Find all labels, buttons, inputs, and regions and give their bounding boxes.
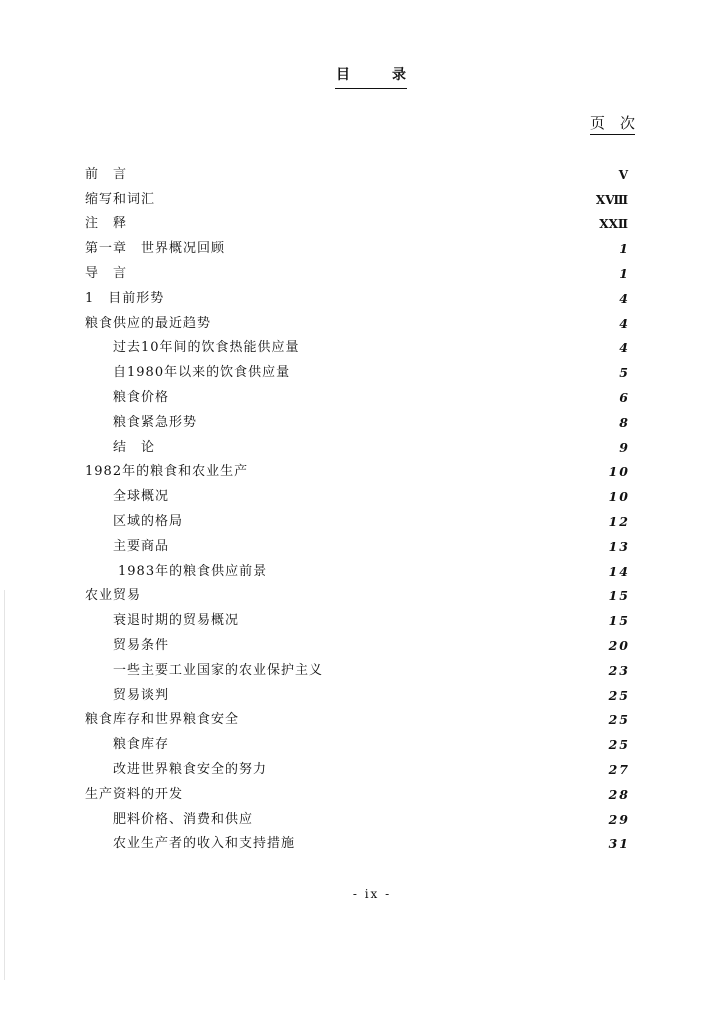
toc-subentry — [85, 634, 628, 659]
toc-entry-page: XⅧ — [595, 192, 628, 207]
toc-entry — [85, 163, 628, 188]
footer-page-number: - ix - — [352, 887, 392, 901]
toc-entry-title: 生产资料的开发 — [85, 786, 184, 802]
toc-subentry-page: 10 — [608, 489, 630, 505]
toc-subentry — [85, 758, 628, 783]
page-title: 目 录 — [335, 66, 407, 89]
toc-entry — [85, 311, 628, 336]
toc-subentry-title: 主要商品 — [113, 538, 170, 554]
toc-subentry-title: 农业生产者的收入和支持措施 — [113, 836, 296, 852]
toc-subentry-page: 25 — [608, 737, 630, 753]
toc-subentry-title: 一些主要工业国家的农业保护主义 — [113, 662, 324, 678]
toc-entry-page: V — [618, 167, 628, 182]
toc-entry-page: 28 — [608, 786, 630, 802]
toc-subentry — [85, 683, 628, 708]
toc-entry-title: 农业贸易 — [85, 588, 142, 604]
toc-entry-page: 4 — [619, 290, 630, 306]
toc-entry-page: 1 — [619, 266, 630, 282]
toc-entry-title: 1982年的粮食和农业生产 — [85, 464, 249, 480]
toc-subentry — [85, 807, 628, 832]
toc-entry — [85, 286, 628, 311]
toc-subentry-page: 8 — [619, 414, 630, 430]
toc-subentry-title: 衰退时期的贸易概况 — [113, 613, 240, 629]
toc-entry-page: XXⅡ — [599, 217, 628, 232]
toc-subentry — [85, 386, 628, 411]
toc-subentry-page: 29 — [608, 811, 630, 827]
toc-entry-page: 1 — [619, 241, 630, 257]
toc-subentry — [85, 832, 628, 857]
toc-subentry-title: 粮食价格 — [113, 390, 170, 406]
toc-subentry-title: 粮食库存 — [113, 737, 170, 753]
toc-entry-title: 导 言 — [85, 266, 128, 282]
table-of-contents — [85, 163, 628, 857]
toc-entry-title: 粮食供应的最近趋势 — [85, 315, 212, 331]
toc-subentry-page: 25 — [608, 687, 630, 703]
scan-edge-line — [4, 590, 5, 980]
toc-subentry — [85, 534, 628, 559]
toc-subentry-title: 贸易谈判 — [113, 687, 170, 703]
toc-subentry-page: 23 — [608, 662, 630, 678]
toc-entry — [85, 782, 628, 807]
toc-subentry-page: 13 — [608, 538, 630, 554]
toc-subentry-title: 区域的格局 — [113, 514, 184, 530]
toc-subentry-title: 粮食紧急形势 — [113, 414, 198, 430]
toc-subentry-page: 14 — [608, 563, 630, 579]
page-column-label: 页 次 — [590, 114, 635, 135]
toc-entry-page: 10 — [608, 464, 630, 480]
toc-subentry-title: 结 论 — [113, 439, 156, 455]
toc-subentry-page: 6 — [619, 390, 630, 406]
toc-entry-title: 前 言 — [85, 166, 128, 182]
toc-entry — [85, 212, 628, 237]
toc-subentry — [85, 510, 628, 535]
toc-subentry — [85, 658, 628, 683]
toc-subentry-title: 自1980年以来的饮食供应量 — [113, 365, 291, 381]
toc-subentry-title: 改进世界粮食安全的努力 — [113, 762, 268, 778]
toc-entry-page: 25 — [608, 712, 630, 728]
toc-subentry-page: 12 — [608, 514, 630, 530]
toc-subentry-page: 4 — [619, 340, 630, 356]
toc-subentry — [85, 485, 628, 510]
toc-subentry-page: 15 — [608, 613, 630, 629]
toc-subentry — [85, 435, 628, 460]
toc-entry — [85, 708, 628, 733]
toc-entry-page: 15 — [608, 588, 630, 604]
toc-subentry-title: 过去10年间的饮食热能供应量 — [113, 340, 300, 356]
toc-entry — [85, 262, 628, 287]
toc-entry-title: 1 目前形势 — [85, 290, 165, 306]
toc-subentry-page: 27 — [608, 762, 630, 778]
toc-subentry-title: 1983年的粮食供应前景 — [118, 563, 268, 579]
toc-subentry-page: 31 — [608, 836, 630, 852]
toc-entry-page: 4 — [619, 315, 630, 331]
toc-subentry-title: 贸易条件 — [113, 638, 170, 654]
toc-subentry-page: 20 — [608, 638, 630, 654]
toc-entry-title: 第一章 世界概况回顾 — [85, 241, 226, 257]
toc-subentry — [85, 410, 628, 435]
toc-entry-title: 粮食库存和世界粮食安全 — [85, 712, 240, 728]
toc-subentry — [85, 733, 628, 758]
toc-subentry — [85, 336, 628, 361]
toc-entry — [85, 187, 628, 212]
toc-entry — [85, 584, 628, 609]
toc-entry-title: 注 释 — [85, 216, 128, 232]
toc-entry — [85, 460, 628, 485]
toc-subentry-title: 肥料价格、消费和供应 — [113, 811, 254, 827]
toc-subentry — [85, 609, 628, 634]
toc-subentry — [85, 559, 628, 584]
toc-subentry-page: 9 — [619, 439, 630, 455]
toc-subentry-title: 全球概况 — [113, 489, 170, 505]
toc-entry-title: 缩写和词汇 — [85, 191, 156, 207]
toc-subentry-page: 5 — [619, 365, 630, 381]
toc-entry — [85, 237, 628, 262]
toc-subentry — [85, 361, 628, 386]
